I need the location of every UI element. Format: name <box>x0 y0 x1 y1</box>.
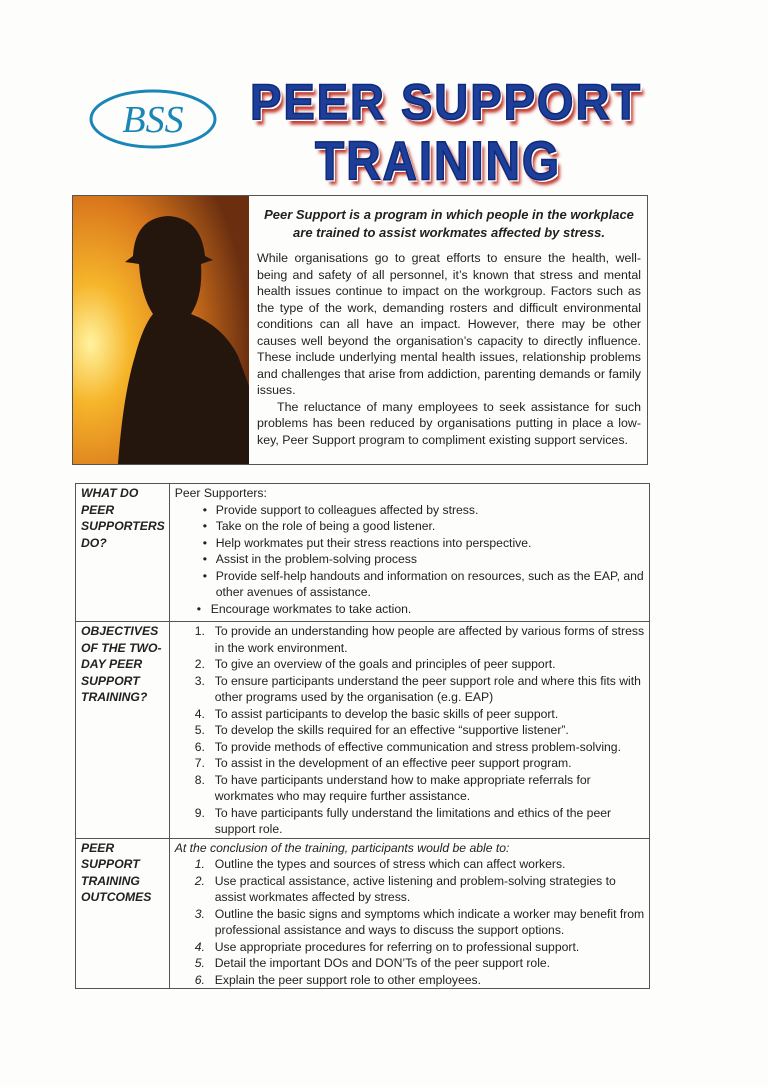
list-marker: 6. <box>194 972 205 987</box>
list-item-text: Outline the basic signs and symptoms which indicate a worker may benefit from professional assistance and ways to discuss the support options. <box>214 906 645 937</box>
intro-lead: Peer Support is a program in which people in the workplace are trained to assist workmates affected by stress. <box>264 207 634 240</box>
list-item <box>175 502 645 519</box>
intro-text <box>257 206 641 448</box>
list-item-text: Provide support to colleagues affected by stress. <box>215 502 479 517</box>
list-marker: 2. <box>194 873 205 888</box>
list-item <box>175 755 645 772</box>
table-row <box>76 622 650 839</box>
list-marker: • <box>202 568 208 583</box>
title-line-2: TRAINING <box>315 131 561 192</box>
row-intro: At the conclusion of the training, participants would be able to: <box>174 840 510 855</box>
list-item-text: Assist in the problem-solving process <box>215 552 417 566</box>
list-item <box>175 722 645 739</box>
list-item-text: Outline the types and sources of stress which can affect workers. <box>214 857 566 871</box>
list-marker: 7. <box>194 756 205 770</box>
list-marker: • <box>202 502 208 517</box>
list-marker: • <box>202 552 208 566</box>
list-item-text: To develop the skills required for an effective “supportive listener”. <box>214 723 569 737</box>
list-item-text: To ensure participants understand the peer support role and where this fits with other programs used by the organisation (e.g. EAP) <box>214 673 641 704</box>
row-heading: OBJECTIVES OF THE TWO-DAY PEER SUPPORT TRAINING? <box>76 622 170 839</box>
list-item <box>175 805 645 838</box>
bss-logo <box>88 88 218 150</box>
list-item-text: Encourage workmates to take action. <box>210 601 412 616</box>
list-marker: 2. <box>194 657 205 671</box>
row-content <box>169 484 649 622</box>
list-item-text: Help workmates put their stress reactions into perspective. <box>215 535 532 550</box>
list-item-text: To have participants fully understand the limitations and ethics of the peer support role. <box>214 805 612 836</box>
row-heading: PEER SUPPORT TRAINING OUTCOMES <box>76 838 170 989</box>
list-marker: • <box>202 519 208 533</box>
list-item <box>175 568 645 601</box>
intro-paragraph-2: The reluctance of many employees to seek assistance for such problems has been reduced by organisations putting in place a low-key, Peer Support program to compliment existing support services. <box>257 399 641 447</box>
list-item <box>175 873 645 906</box>
title-line-1: PEER SUPPORT <box>250 75 643 131</box>
list-item <box>175 656 645 673</box>
list-item <box>175 972 645 989</box>
list-marker: • <box>196 601 202 616</box>
list-marker: 1. <box>194 624 205 638</box>
list-item-text: To give an overview of the goals and principles of peer support. <box>214 657 556 671</box>
logo-text: BSS <box>122 99 184 141</box>
list-marker: 4. <box>194 939 205 954</box>
list-item <box>175 939 645 956</box>
list-item-text: Use practical assistance, active listening and problem-solving strategies to assist workmates affected by stress. <box>214 873 616 904</box>
row-content <box>169 838 649 989</box>
list-marker: 1. <box>194 857 205 871</box>
list-item <box>175 673 645 706</box>
list-marker: 4. <box>194 706 205 721</box>
list-marker: 3. <box>194 673 205 688</box>
list-item-text: To provide an understanding how people are affected by various forms of stress in the work environment. <box>214 624 645 655</box>
list-item <box>175 623 645 656</box>
list-item-text: To have participants understand how to make appropriate referrals for workmates who may require further assistance. <box>214 772 591 803</box>
list-marker: 9. <box>194 805 205 820</box>
list-item-text: To assist participants to develop the basic skills of peer support. <box>214 706 559 721</box>
info-table <box>75 483 650 989</box>
list-item <box>175 856 645 873</box>
list-item <box>175 551 645 568</box>
list-marker: 6. <box>194 739 205 754</box>
list-item <box>175 772 645 805</box>
list-marker: 3. <box>194 906 205 921</box>
list-item <box>175 518 645 535</box>
list-item <box>175 739 645 756</box>
list-item-text: Detail the important DOs and DON’Ts of the peer support role. <box>214 956 551 970</box>
list-item-text: Provide self-help handouts and information on resources, such as the EAP, and other avenues of assistance. <box>215 568 644 599</box>
list-item <box>175 906 645 939</box>
list-item-text: To assist in the development of an effective peer support program. <box>214 756 572 770</box>
table-row <box>76 838 650 989</box>
table-row <box>76 484 650 622</box>
list-item-text: To provide methods of effective communication and stress problem-solving. <box>214 739 621 754</box>
list-item-text: Explain the peer support role to other employees. <box>214 972 482 987</box>
row-heading: WHAT DO PEER SUPPORTERS DO? <box>76 484 170 622</box>
list-marker: • <box>202 535 208 550</box>
row-content <box>169 622 649 839</box>
worker-silhouette-photo <box>73 196 249 464</box>
list-marker: 5. <box>194 956 205 970</box>
list-item-text: Use appropriate procedures for referring on to professional support. <box>214 939 580 954</box>
list-item <box>175 706 645 723</box>
list-item-text: Take on the role of being a good listener. <box>215 519 436 533</box>
list-item <box>175 955 645 972</box>
row-intro: Peer Supporters: <box>174 486 267 500</box>
intro-paragraph-1: While organisations go to great efforts to ensure the health, well-being and safety of all personnel, it’s known that stress and mental health issues continue to impact on the workgroup. Factors such as the type of the work, demanding rosters and difficult environmental conditions can all have an impact. However, there may be other causes well beyond the organisation’s capacity to directly influence. These include underlying mental health issues, relationship problems and challenges that arise from addiction, parenting demands or family issues. <box>257 251 641 397</box>
list-marker: 5. <box>194 723 205 737</box>
list-item <box>175 601 645 618</box>
intro-box <box>72 195 648 465</box>
list-marker: 8. <box>194 772 205 787</box>
list-item <box>175 535 645 552</box>
